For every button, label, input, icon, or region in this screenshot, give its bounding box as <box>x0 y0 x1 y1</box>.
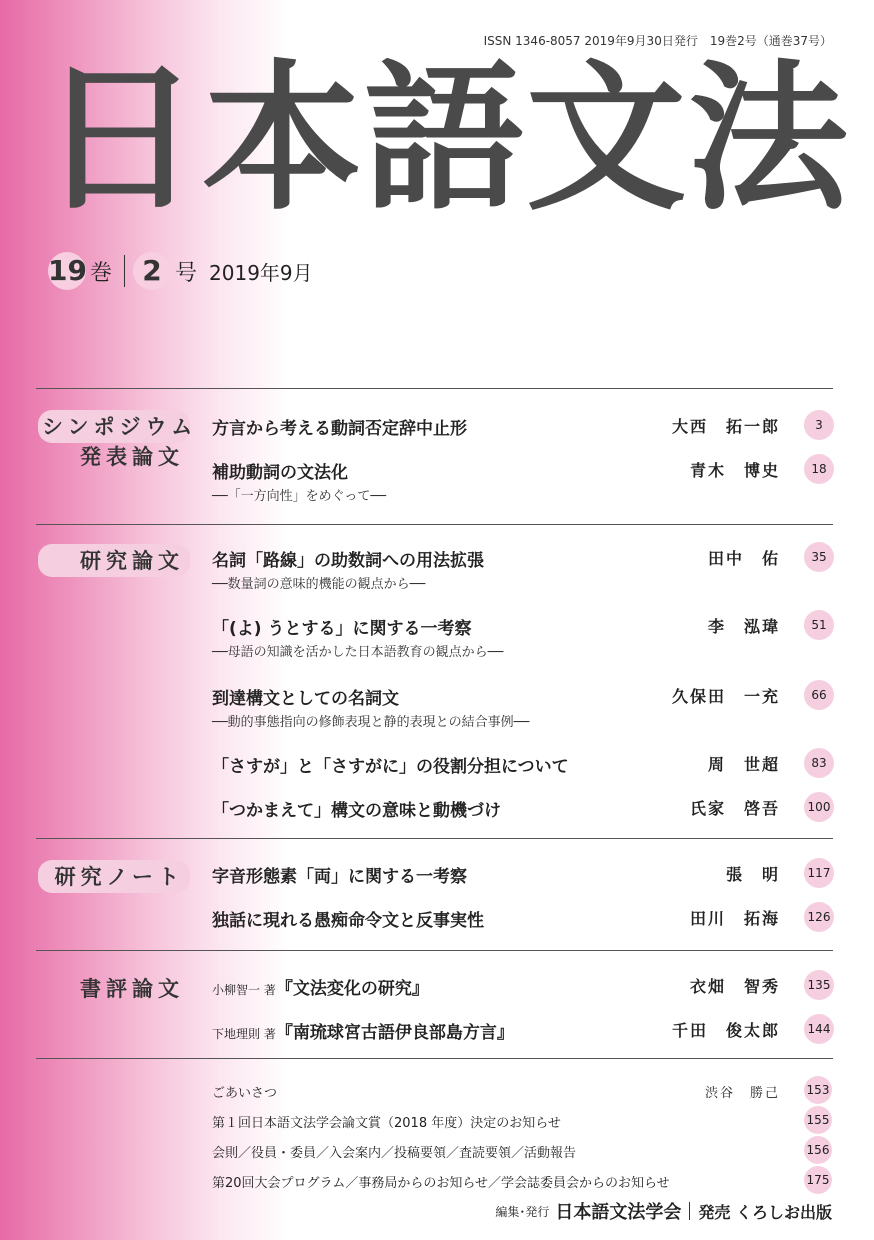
entry-page: 51 <box>804 610 834 640</box>
toc-entry[interactable] <box>212 458 836 504</box>
category-research-papers: 研究論文 <box>38 544 190 577</box>
misc-page: 155 <box>804 1106 832 1134</box>
entry-author: 田川 拓海 <box>689 909 780 928</box>
publisher-line <box>495 1198 832 1224</box>
entry-title: 「(よ) うとする」に関する一考察 <box>212 619 472 639</box>
entry-author: 李 泓瑋 <box>707 617 780 636</box>
entry-subtitle: ──数量詞の意味的機能の観点から── <box>212 577 426 592</box>
toc-entry[interactable] <box>212 906 836 931</box>
toc-entry[interactable] <box>212 684 836 730</box>
misc-title: 第20回大会プログラム／事務局からのお知らせ／学会誌委員会からのお知らせ <box>212 1176 670 1191</box>
entry-page: 126 <box>804 902 834 932</box>
issue-number: 2 <box>133 252 171 290</box>
issue-date: 2019年9月 <box>209 260 313 285</box>
entry-author: 氏家 啓吾 <box>689 799 780 818</box>
toc-entry[interactable] <box>212 974 836 999</box>
entry-author: 久保田 一充 <box>671 687 780 706</box>
section-divider <box>36 838 833 839</box>
section-divider <box>36 388 833 389</box>
entry-author: 大西 拓一郎 <box>671 417 780 436</box>
category-book-reviews: 書評論文 <box>80 977 184 1001</box>
entry-page: 83 <box>804 748 834 778</box>
category-symposium-line2: 発表論文 <box>80 445 184 469</box>
misc-title: 第１回日本語文法学会論文賞（2018 年度）決定のお知らせ <box>212 1116 561 1131</box>
entry-title: 方言から考える動詞否定辞中止形 <box>212 419 467 439</box>
entry-title: 『南琉球宮古語伊良部島方言』 <box>275 1023 514 1043</box>
entry-title: 『文法変化の研究』 <box>275 979 429 999</box>
entry-page: 3 <box>804 410 834 440</box>
section-divider <box>36 1058 833 1059</box>
entry-subtitle: ──動的事態指向の修飾表現と静的表現との結合事例── <box>212 715 530 730</box>
entry-page: 66 <box>804 680 834 710</box>
misc-entry[interactable] <box>212 1142 836 1161</box>
toc-entry[interactable] <box>212 796 836 821</box>
entry-reviewed-author: 小柳智一 著 <box>212 983 276 997</box>
entry-page: 135 <box>804 970 834 1000</box>
entry-page: 18 <box>804 454 834 484</box>
toc-entry[interactable] <box>212 862 836 887</box>
misc-page: 156 <box>804 1136 832 1164</box>
category-research-notes: 研究ノート <box>38 860 190 893</box>
misc-entry[interactable] <box>212 1172 836 1191</box>
section-divider <box>36 524 833 525</box>
entry-title: 名詞「路線」の助数詞への用法拡張 <box>212 551 484 571</box>
misc-entry[interactable] <box>212 1082 836 1101</box>
entry-title: 到達構文としての名詞文 <box>212 689 399 709</box>
section-divider <box>36 950 833 951</box>
journal-title: 日本語文法 <box>40 45 851 232</box>
entry-author: 千田 俊太郎 <box>671 1021 780 1040</box>
misc-entry[interactable] <box>212 1112 836 1131</box>
misc-title: ごあいさつ <box>212 1086 278 1101</box>
toc-entry[interactable] <box>212 546 836 592</box>
entry-subtitle: ──母語の知識を活かした日本語教育の観点から── <box>212 645 504 660</box>
entry-author: 周 世超 <box>707 755 780 774</box>
category-symposium: シンポジウム <box>38 410 190 443</box>
volume-number: 19 <box>48 252 86 290</box>
toc-entry[interactable] <box>212 1018 836 1043</box>
distributor: 発売 くろしお出版 <box>698 1202 832 1222</box>
misc-author: 渋谷 勝己 <box>704 1086 780 1101</box>
entry-subtitle: ──「一方向性」をめぐって── <box>212 489 387 504</box>
entry-reviewed-author: 下地理則 著 <box>212 1027 276 1041</box>
misc-title: 会則／役員・委員／入会案内／投稿要領／査読要領／活動報告 <box>212 1146 577 1161</box>
entry-page: 100 <box>804 792 834 822</box>
volume-issue-line <box>48 252 313 290</box>
entry-page: 144 <box>804 1014 834 1044</box>
misc-page: 175 <box>804 1166 832 1194</box>
misc-page: 153 <box>804 1076 832 1104</box>
entry-title: 「つかまえて」構文の意味と動機づけ <box>212 801 501 821</box>
toc-entry[interactable] <box>212 752 836 777</box>
entry-title: 補助動詞の文法化 <box>212 463 348 483</box>
entry-title: 字音形態素「両」に関する一考察 <box>212 867 467 887</box>
publisher-organization: 日本語文法学会 <box>555 1202 682 1223</box>
entry-author: 田中 佑 <box>707 549 780 568</box>
issn-line: ISSN 1346-8057 2019年9月30日発行 19巻2号（通巻37号） <box>483 34 832 48</box>
entry-title: 独話に現れる愚痴命令文と反事実性 <box>212 911 484 931</box>
toc-entry[interactable] <box>212 414 836 439</box>
entry-author: 張 明 <box>725 865 780 884</box>
entry-page: 117 <box>804 858 834 888</box>
entry-author: 青木 博史 <box>689 461 780 480</box>
volume-divider <box>124 255 125 287</box>
entry-page: 35 <box>804 542 834 572</box>
publisher-divider <box>689 1202 690 1220</box>
toc-entry[interactable] <box>212 614 836 660</box>
entry-title: 「さすが」と「さすがに」の役割分担について <box>212 757 569 777</box>
volume-unit: 巻 <box>90 260 113 286</box>
publisher-label: 編集･発行 <box>495 1204 550 1219</box>
issue-unit: 号 <box>175 260 198 286</box>
entry-author: 衣畑 智秀 <box>689 977 780 996</box>
